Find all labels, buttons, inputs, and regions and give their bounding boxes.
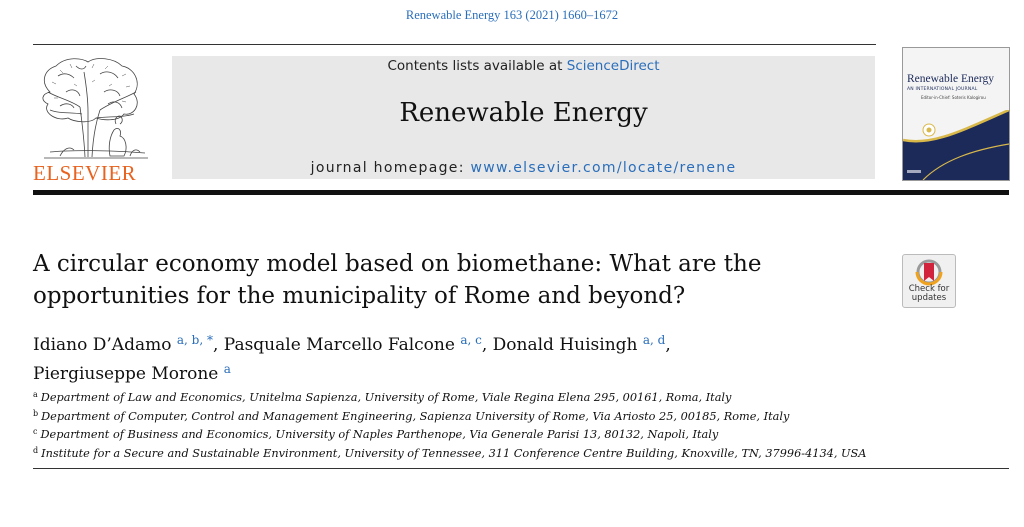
author-affiliation-ref[interactable]: a, b, * xyxy=(176,333,213,347)
affiliation-key: a xyxy=(33,390,38,399)
contents-lists-line xyxy=(172,58,875,74)
journal-homepage-link[interactable]: www.elsevier.com/locate/renene xyxy=(470,160,737,176)
bookmark-check-icon xyxy=(903,257,955,287)
cfu-line-2: updates xyxy=(911,293,947,303)
affiliation-text: Institute for a Secure and Sustainable Environment, University of Tennessee, 311 Conference Centre Building, Knoxville, TN, 37996-4134, USA xyxy=(41,446,867,460)
cover-editor: Editor-in-Chief: Soteris Kalogirou xyxy=(921,95,986,100)
affiliation-key: d xyxy=(33,445,39,455)
author-name[interactable]: Pasquale Marcello Falcone xyxy=(223,335,455,355)
cover-subtitle: AN INTERNATIONAL JOURNAL xyxy=(907,87,978,92)
article-title: A circular economy model based on biomethane: What are the opportunities for the municipality of Rome and beyond? xyxy=(33,251,762,309)
journal-title: Renewable Energy xyxy=(399,98,648,128)
author-separator: , xyxy=(481,335,493,355)
journal-homepage-line xyxy=(172,160,875,176)
homepage-prefix: journal homepage: xyxy=(310,160,465,176)
author-name[interactable]: Donald Huisingh xyxy=(492,335,638,355)
cover-issue-info xyxy=(953,56,954,60)
affiliation-key: b xyxy=(33,408,39,418)
affiliation-text: Department of Business and Economics, University of Naples Parthenope, Via Generale Parisi 13, 80132, Napoli, Italy xyxy=(40,428,719,441)
header-rule xyxy=(33,44,876,45)
affiliation-list xyxy=(33,387,993,461)
journal-cover-thumbnail[interactable] xyxy=(902,47,1010,181)
cover-artwork xyxy=(903,110,1009,180)
cfu-line-1: Check for xyxy=(908,284,950,294)
affiliation-item xyxy=(33,443,993,462)
cover-title: Renewable Energy xyxy=(907,73,994,85)
elsevier-wordmark[interactable]: ELSEVIER xyxy=(33,161,137,185)
author-affiliation-ref[interactable]: a xyxy=(223,362,231,376)
check-for-updates-button[interactable] xyxy=(902,254,956,308)
affiliation-text: Department of Law and Economics, Unitelma Sapienza, University of Rome, Viale Regina Elena 295, 00161, Roma, Italy xyxy=(40,391,732,404)
affiliation-item xyxy=(33,387,993,406)
affiliation-item xyxy=(33,406,993,425)
affiliation-key: c xyxy=(33,427,38,436)
affiliation-item xyxy=(33,424,993,443)
contents-prefix: Contents lists available at xyxy=(387,58,563,74)
header-thick-rule xyxy=(33,190,1009,195)
author-list xyxy=(33,328,893,386)
section-divider xyxy=(33,468,1009,469)
author-affiliation-ref[interactable]: a, d xyxy=(642,333,666,347)
author-affiliation-ref[interactable]: a, c xyxy=(460,333,482,347)
author-separator: , xyxy=(665,335,671,355)
author-separator: , xyxy=(212,335,224,355)
author-name[interactable]: Piergiuseppe Morone xyxy=(33,364,219,384)
sciencedirect-link[interactable]: ScienceDirect xyxy=(566,58,660,74)
author-name[interactable]: Idiano D’Adamo xyxy=(33,335,172,355)
journal-banner xyxy=(172,56,875,179)
journal-citation[interactable]: Renewable Energy 163 (2021) 1660–1672 xyxy=(405,8,619,22)
check-for-updates-label xyxy=(903,285,955,303)
affiliation-text: Department of Computer, Control and Management Engineering, Sapienza University of Rome, Via Ariosto 25, 00185, Rome, Italy xyxy=(41,409,790,423)
